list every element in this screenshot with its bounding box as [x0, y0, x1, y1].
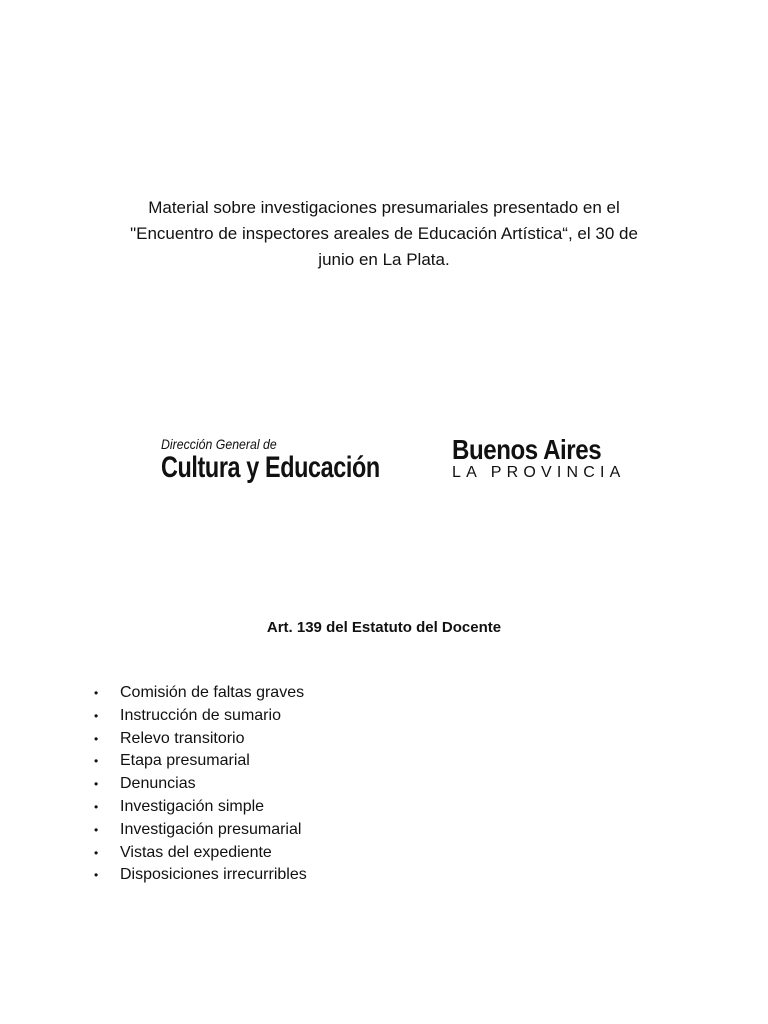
intro-line: junio en La Plata.	[318, 250, 450, 269]
intro-paragraph	[94, 195, 674, 273]
list-item	[90, 750, 307, 773]
list-item-text: Etapa presumarial	[120, 752, 250, 770]
list-item-text: Instrucción de sumario	[120, 706, 281, 724]
bullet-icon: •	[94, 754, 99, 769]
list-item	[90, 796, 307, 819]
list-item-text: Comisión de faltas graves	[120, 684, 305, 701]
bullet-icon: •	[94, 845, 99, 860]
list-item-text: Investigación simple	[120, 797, 265, 815]
buenos-aires-logo	[452, 436, 632, 482]
intro-line: "Encuentro de inspectores areales de Educación Artística“, el 30 de	[130, 224, 638, 243]
list-item	[90, 864, 307, 887]
bullet-icon: •	[94, 686, 99, 700]
bullet-icon: •	[94, 777, 99, 792]
logo-subtitle: LA PROVINCIA	[452, 464, 626, 481]
logo-title: Buenos Aires	[452, 434, 602, 465]
list-item-text: Disposiciones irrecurribles	[120, 866, 307, 884]
bullet-icon: •	[94, 708, 99, 723]
list-item	[90, 819, 307, 842]
list-item-text: Investigación presumarial	[120, 820, 302, 838]
list-item-text: Denuncias	[120, 775, 196, 793]
bullet-list	[90, 682, 307, 887]
list-item	[90, 773, 307, 796]
logo-title: Cultura y Educación	[161, 451, 380, 484]
logo-subtitle: Dirección General de	[161, 436, 277, 452]
bullet-icon: •	[94, 868, 99, 883]
list-item	[90, 682, 307, 705]
bullet-icon: •	[94, 731, 99, 746]
list-item	[90, 842, 307, 865]
list-item	[90, 705, 307, 728]
list-item-text: Relevo transitorio	[120, 729, 245, 747]
cultura-educacion-logo	[161, 436, 431, 484]
bullet-icon: •	[94, 799, 99, 814]
bullet-icon: •	[94, 822, 99, 837]
intro-line: Material sobre investigaciones presumariales presentado en el	[148, 198, 620, 217]
list-item-text: Vistas del expediente	[120, 843, 272, 861]
section-title: Art. 139 del Estatuto del Docente	[266, 619, 502, 636]
list-item	[90, 728, 307, 751]
